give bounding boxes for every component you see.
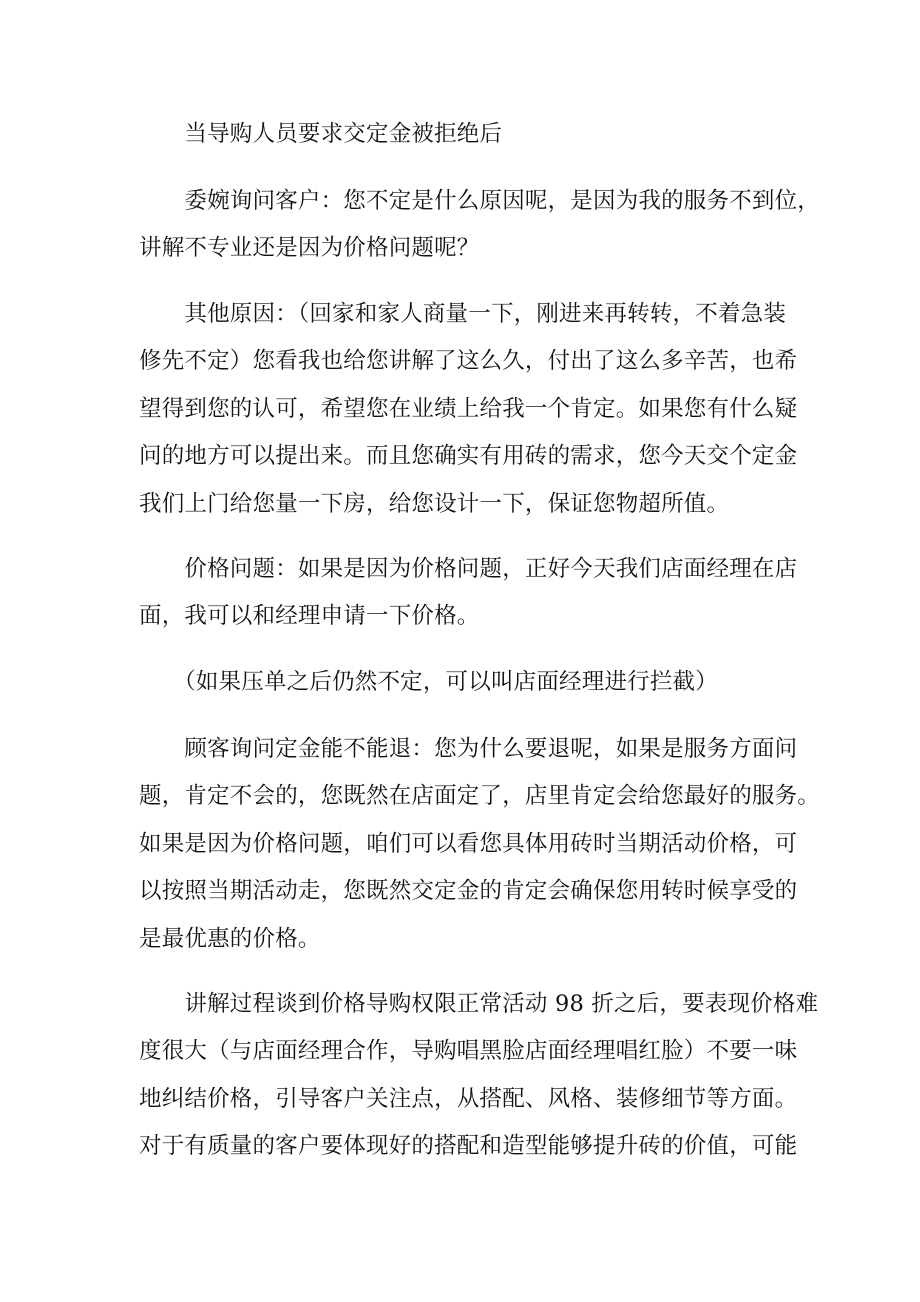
text-line: 委婉询问客户：您不定是什么原因呢，是因为我的服务不到位，	[139, 188, 821, 214]
text-line: 面，我可以和经理申请一下价格。	[139, 603, 480, 629]
text-line: 讲解不专业还是因为价格问题呢？	[139, 235, 480, 261]
text-line: 是最优惠的价格。	[139, 926, 321, 952]
text-line: 我们上门给您量一下房，给您设计一下，保证您物超所值。	[139, 491, 730, 517]
text-line: 修先不定）您看我也给您讲解了这么久，付出了这么多辛苦，也希	[139, 348, 798, 374]
text-line: 价格问题：如果是因为价格问题，正好今天我们店面经理在店	[139, 556, 798, 582]
text-line: 对于有质量的客户要体现好的搭配和造型能够提升砖的价值，可能	[139, 1133, 798, 1159]
text-line: 顾客询问定金能不能退：您为什么要退呢，如果是服务方面问	[139, 736, 798, 762]
text-line: 地纠结价格，引导客户关注点，从搭配、风格、装修细节等方面。	[139, 1086, 798, 1112]
text-line: 以按照当期活动走，您既然交定金的肯定会确保您用转时候享受的	[139, 878, 798, 904]
text-line: 其他原因：（回家和家人商量一下，刚进来再转转，不着急装	[139, 301, 787, 327]
text-line: （如果压单之后仍然不定，可以叫店面经理进行拦截）	[139, 669, 718, 695]
text-line: 当导购人员要求交定金被拒绝后	[139, 121, 503, 147]
text-line: 如果是因为价格问题，咱们可以看您具体用砖时当期活动价格，可	[139, 831, 798, 857]
text-line: 题，肯定不会的，您既然在店面定了，店里肯定会给您最好的服务。	[139, 783, 821, 809]
text-line: 讲解过程谈到价格导购权限正常活动 98 折之后，要表现价格难	[139, 991, 819, 1017]
text-line: 望得到您的认可，希望您在业绩上给我一个肯定。如果您有什么疑	[139, 396, 798, 422]
text-line: 度很大（与店面经理合作，导购唱黑脸店面经理唱红脸）不要一味	[139, 1038, 798, 1064]
text-line: 问的地方可以提出来。而且您确实有用砖的需求，您今天交个定金	[139, 443, 798, 469]
